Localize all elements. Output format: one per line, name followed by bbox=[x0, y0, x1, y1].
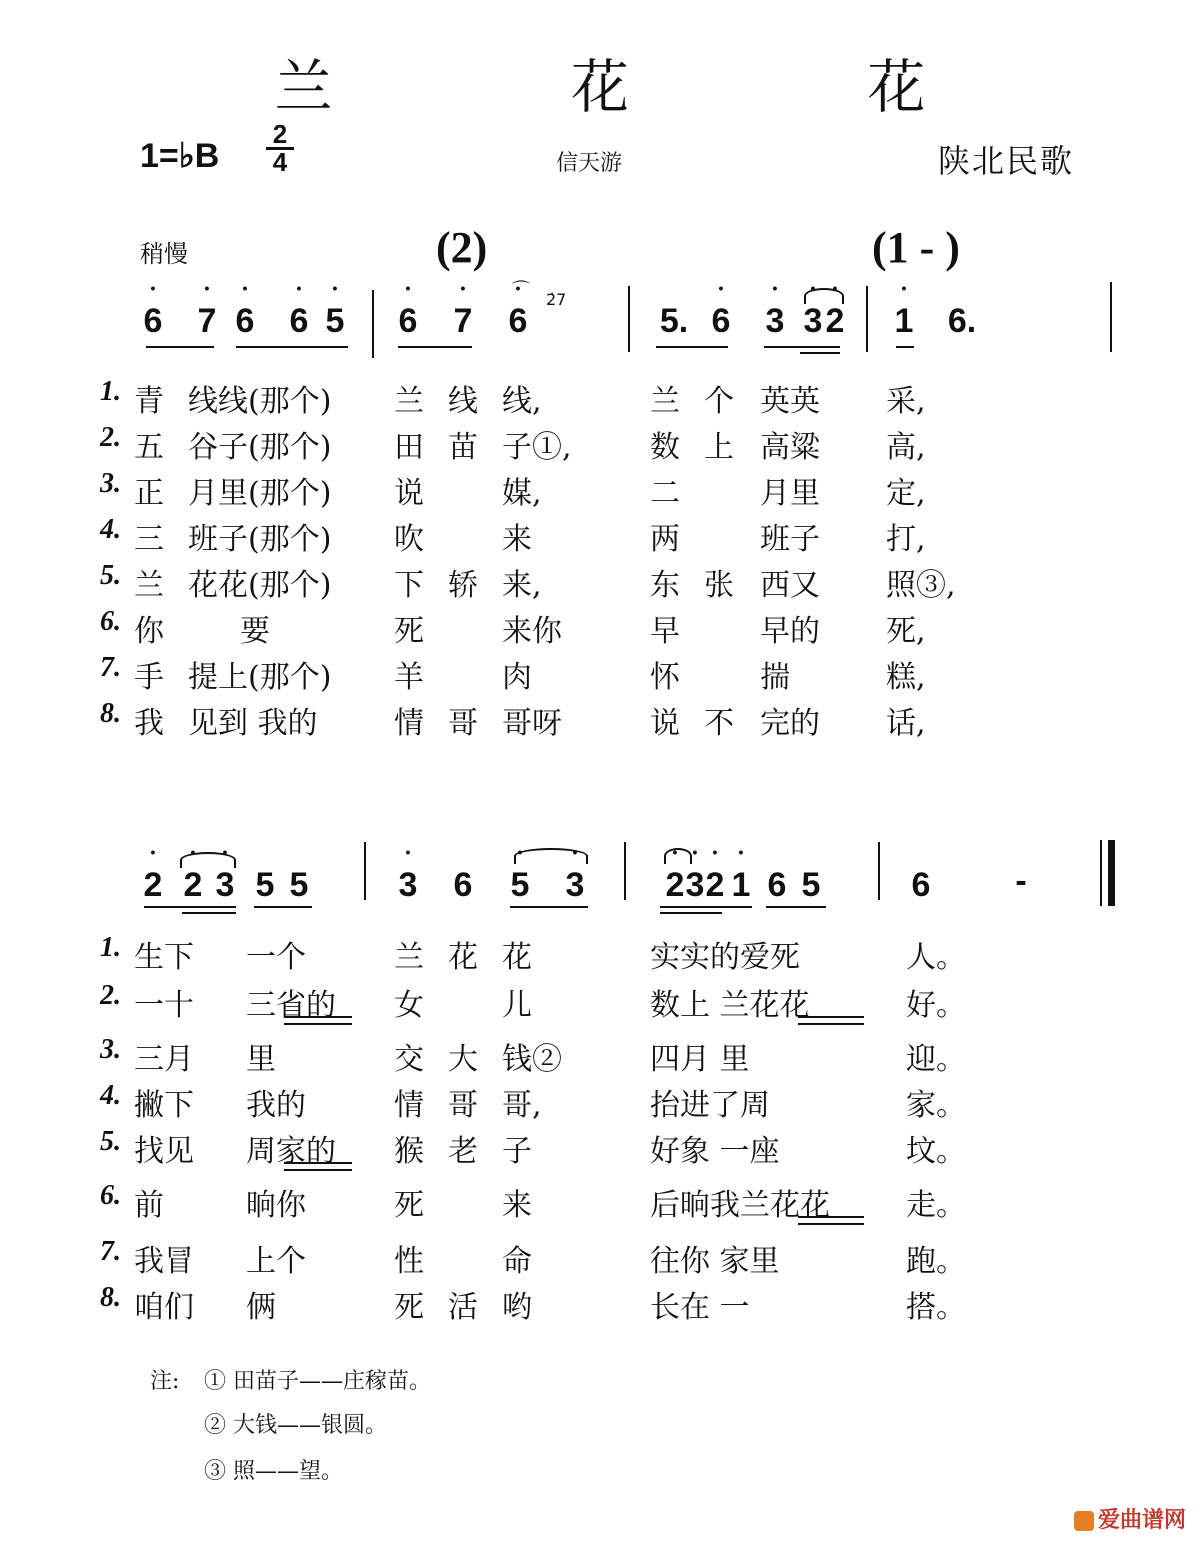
lyric: 周家的 bbox=[246, 1134, 336, 1169]
lyric: 往你 家里 bbox=[650, 1244, 780, 1279]
note: • 6 bbox=[503, 302, 533, 341]
verse-number: 5. bbox=[100, 560, 121, 591]
lyric: 糕, bbox=[886, 660, 926, 695]
lyric: 你 bbox=[134, 614, 164, 649]
note: • 5 bbox=[505, 866, 535, 905]
lyric: 找见 bbox=[134, 1134, 194, 1169]
lyric: 好。 bbox=[906, 988, 966, 1023]
lyric: 线, bbox=[502, 384, 542, 419]
lyric: 生下 bbox=[134, 940, 194, 975]
lyric: 不 bbox=[704, 706, 734, 741]
note: • 1 bbox=[726, 866, 756, 905]
tempo-marking: 稍慢 bbox=[140, 240, 188, 268]
lyric: 交 bbox=[394, 1042, 424, 1077]
note: • 5 bbox=[320, 302, 350, 341]
lyric: 青 bbox=[134, 384, 164, 419]
lyric: 搭。 bbox=[906, 1290, 966, 1325]
lyric: 死, bbox=[886, 614, 926, 649]
note: • 3 bbox=[798, 302, 828, 341]
lyric: 说 bbox=[394, 476, 424, 511]
verse-number: 2. bbox=[100, 422, 121, 453]
beam bbox=[660, 912, 722, 914]
verse-number: 7. bbox=[100, 1236, 121, 1267]
note: • 3 bbox=[560, 866, 590, 905]
note: • 6 bbox=[138, 302, 168, 341]
lyric: 人。 bbox=[906, 940, 966, 975]
footnote: ② 大钱——银圆。 bbox=[204, 1413, 387, 1438]
lyric: 猴 bbox=[394, 1134, 424, 1169]
lyric: 早的 bbox=[760, 614, 820, 649]
lyric: 吹 bbox=[394, 522, 424, 557]
note: - bbox=[1015, 862, 1027, 900]
slur-underline bbox=[284, 1016, 352, 1025]
lyricist: 信天游 bbox=[556, 151, 623, 176]
note: • 6 bbox=[230, 302, 260, 341]
lyric: 轿 bbox=[448, 568, 478, 603]
verse-number: 4. bbox=[100, 514, 121, 545]
footnote: ① 田苗子——庄稼苗。 bbox=[204, 1369, 431, 1394]
barline bbox=[878, 842, 880, 900]
lyric: 定, bbox=[886, 476, 926, 511]
note: • 3 bbox=[760, 302, 790, 341]
lyric: 要 bbox=[240, 614, 270, 649]
lyric: 晌你 bbox=[246, 1188, 306, 1223]
lyric: 我 bbox=[134, 706, 164, 741]
lyric: 兰 bbox=[394, 940, 424, 975]
lyric: 实实的爱死 bbox=[650, 940, 800, 975]
song-title: 兰 花 花 bbox=[274, 53, 1036, 121]
footnote-label: 注: bbox=[150, 1369, 180, 1394]
lyric: 高粱 bbox=[760, 430, 820, 465]
lyric: 个 bbox=[704, 384, 734, 419]
lyric: 两 bbox=[650, 522, 680, 557]
note: • 7 bbox=[448, 302, 478, 341]
lyric: 死 bbox=[394, 1290, 424, 1325]
lyric: 抬进了周 bbox=[650, 1088, 770, 1123]
beam bbox=[800, 352, 840, 354]
lyric: 我冒 bbox=[134, 1244, 194, 1279]
lyric: 高, bbox=[886, 430, 926, 465]
verse-number: 8. bbox=[100, 698, 121, 729]
lyric: 长在 一 bbox=[650, 1290, 750, 1325]
verse-number: 1. bbox=[100, 932, 121, 963]
lyric: 来 bbox=[502, 1188, 532, 1223]
beam bbox=[656, 346, 728, 348]
lyric: 肉 bbox=[502, 660, 532, 695]
lyric: 哥 bbox=[448, 1088, 478, 1123]
verse-number: 2. bbox=[100, 980, 121, 1011]
lyric: 上个 bbox=[246, 1244, 306, 1279]
lyric: 说 bbox=[650, 706, 680, 741]
note: • 6 bbox=[284, 302, 314, 341]
verse-number: 5. bbox=[100, 1126, 121, 1157]
note: 6 bbox=[767, 866, 787, 904]
grace-note: 2̇7 bbox=[546, 290, 567, 309]
alt-note-b: (1 - ) bbox=[872, 223, 960, 272]
lyric: 好象 一座 bbox=[650, 1134, 780, 1169]
lyric: 月里(那个) bbox=[188, 476, 332, 511]
lyric: 五 bbox=[134, 430, 164, 465]
lyric: 三省的 bbox=[246, 988, 336, 1023]
lyric: 女 bbox=[394, 988, 424, 1023]
verse-number: 8. bbox=[100, 1282, 121, 1313]
lyric: 打, bbox=[886, 522, 926, 557]
song-origin: 陕北民歌 bbox=[938, 142, 1075, 180]
lyric: 三月 bbox=[134, 1042, 194, 1077]
lyric: 哟 bbox=[502, 1290, 532, 1325]
note: 5 bbox=[255, 866, 275, 904]
lyric: 苗 bbox=[448, 430, 478, 465]
lyric: 来, bbox=[502, 568, 542, 603]
lyric: 子①, bbox=[502, 430, 572, 465]
alt-note-a: (2) bbox=[436, 223, 488, 272]
lyric: 死 bbox=[394, 1188, 424, 1223]
lyric: 怀 bbox=[650, 660, 680, 695]
lyric: 走。 bbox=[906, 1188, 966, 1223]
lyric: 月里 bbox=[760, 476, 820, 511]
barline bbox=[1110, 282, 1112, 352]
lyric: 一十 bbox=[134, 988, 194, 1023]
lyric: 哥 bbox=[448, 706, 478, 741]
beam bbox=[766, 906, 826, 908]
beam bbox=[146, 346, 214, 348]
lyric: 张 bbox=[704, 568, 734, 603]
lyric: 线 bbox=[448, 384, 478, 419]
beam bbox=[144, 906, 236, 908]
lyric: 情 bbox=[394, 1088, 424, 1123]
lyric: 死 bbox=[394, 614, 424, 649]
barline bbox=[624, 842, 626, 900]
lyric: 花 bbox=[448, 940, 478, 975]
beam bbox=[182, 912, 236, 914]
slur-underline bbox=[798, 1016, 864, 1025]
slur-underline bbox=[284, 1162, 352, 1171]
lyric: 哥呀 bbox=[502, 706, 562, 741]
barline bbox=[866, 286, 868, 352]
lyric: 完的 bbox=[760, 706, 820, 741]
lyric: 早 bbox=[650, 614, 680, 649]
lyric: 下 bbox=[394, 568, 424, 603]
lyric: 线线(那个) bbox=[188, 384, 332, 419]
meter-bottom: 4 bbox=[272, 147, 288, 177]
slur-underline bbox=[798, 1216, 864, 1225]
lyric: 谷子(那个) bbox=[188, 430, 332, 465]
fermata-icon: ⌒ bbox=[512, 280, 530, 301]
lyric: 四月 里 bbox=[650, 1042, 750, 1077]
lyric: 后晌我兰花花 bbox=[650, 1188, 830, 1223]
lyric: 里 bbox=[246, 1042, 276, 1077]
lyric: 西又 bbox=[760, 568, 820, 603]
lyric: 性 bbox=[394, 1244, 424, 1279]
lyric: 兰 bbox=[650, 384, 680, 419]
note: • 6 bbox=[393, 302, 423, 341]
lyric: 上 bbox=[704, 430, 734, 465]
lyric: 坟。 bbox=[906, 1134, 966, 1169]
lyric: 花 bbox=[502, 940, 532, 975]
lyric: 田 bbox=[394, 430, 424, 465]
lyric: 哥, bbox=[502, 1088, 542, 1123]
watermark-text: 爱曲谱网 bbox=[1097, 1508, 1186, 1533]
beam bbox=[660, 906, 752, 908]
lyric: 英英 bbox=[760, 384, 820, 419]
note: 6. bbox=[947, 302, 977, 340]
verse-number: 7. bbox=[100, 652, 121, 683]
note: • 2 bbox=[660, 866, 690, 905]
lyric: 花花(那个) bbox=[188, 568, 332, 603]
lyric: 撇下 bbox=[134, 1088, 194, 1123]
lyric: 跑。 bbox=[906, 1244, 966, 1279]
lyric: 钱② bbox=[502, 1042, 562, 1077]
note: • 2 bbox=[178, 866, 208, 905]
key-signature: 1=♭B bbox=[140, 137, 220, 175]
note: • 6 bbox=[706, 302, 736, 341]
music-note-icon bbox=[1074, 1511, 1094, 1531]
note: • 2 bbox=[820, 302, 850, 341]
lyric: 一个 bbox=[246, 940, 306, 975]
lyric: 家。 bbox=[906, 1088, 966, 1123]
lyric: 二 bbox=[650, 476, 680, 511]
barline bbox=[628, 286, 630, 352]
lyric: 子 bbox=[502, 1134, 532, 1169]
lyric: 班子(那个) bbox=[188, 522, 332, 557]
lyric: 羊 bbox=[394, 660, 424, 695]
lyric: 命 bbox=[502, 1244, 532, 1279]
lyric: 来 bbox=[502, 522, 532, 557]
lyric: 儿 bbox=[502, 988, 532, 1023]
beam bbox=[236, 346, 348, 348]
note: 5 bbox=[289, 866, 309, 904]
note: 5 bbox=[801, 866, 821, 904]
lyric: 数上 兰花花 bbox=[650, 988, 810, 1023]
note: • 2 bbox=[138, 866, 168, 905]
lyric: 兰 bbox=[394, 384, 424, 419]
lyric: 见到 我的 bbox=[188, 706, 318, 741]
lyric: 照③, bbox=[886, 568, 956, 603]
lyric: 情 bbox=[394, 706, 424, 741]
beam bbox=[764, 346, 840, 348]
verse-number: 1. bbox=[100, 376, 121, 407]
beam bbox=[254, 906, 312, 908]
verse-number: 3. bbox=[100, 468, 121, 499]
lyric: 三 bbox=[134, 522, 164, 557]
note: 5. bbox=[659, 302, 689, 340]
lyric: 迎。 bbox=[906, 1042, 966, 1077]
lyric: 班子 bbox=[760, 522, 820, 557]
lyric: 兰 bbox=[134, 568, 164, 603]
slur bbox=[804, 288, 844, 304]
lyric: 来你 bbox=[502, 614, 562, 649]
lyric: 手 bbox=[134, 660, 164, 695]
lyric: 正 bbox=[134, 476, 164, 511]
lyric: 数 bbox=[650, 430, 680, 465]
lyric: 俩 bbox=[246, 1290, 276, 1325]
lyric: 采, bbox=[886, 384, 926, 419]
final-barline-thin bbox=[1100, 840, 1102, 906]
note: • 1 bbox=[889, 302, 919, 341]
lyric: 老 bbox=[448, 1134, 478, 1169]
note: • 3 bbox=[210, 866, 240, 905]
lyric: 咱们 bbox=[134, 1290, 194, 1325]
beam bbox=[398, 346, 472, 348]
time-signature bbox=[266, 119, 294, 177]
note: • 2 bbox=[700, 866, 730, 905]
verse-number: 6. bbox=[100, 606, 121, 637]
note: • 3 bbox=[680, 866, 710, 905]
lyric: 媒, bbox=[502, 476, 542, 511]
verse-number: 3. bbox=[100, 1034, 121, 1065]
beam bbox=[896, 346, 914, 348]
note: 6 bbox=[911, 866, 931, 904]
final-barline-thick bbox=[1108, 840, 1115, 906]
barline bbox=[364, 842, 366, 900]
lyric: 揣 bbox=[760, 660, 790, 695]
note: • 3 bbox=[393, 866, 423, 905]
note: 6 bbox=[453, 866, 473, 904]
verse-number: 6. bbox=[100, 1180, 121, 1211]
lyric: 活 bbox=[448, 1290, 478, 1325]
lyric: 提上(那个) bbox=[188, 660, 332, 695]
lyric: 话, bbox=[886, 706, 926, 741]
lyric: 前 bbox=[134, 1188, 164, 1223]
beam bbox=[510, 906, 588, 908]
meter-top: 2 bbox=[266, 122, 294, 150]
lyric: 东 bbox=[650, 568, 680, 603]
lyric: 我的 bbox=[246, 1088, 306, 1123]
site-watermark bbox=[1074, 1503, 1186, 1534]
note: • 7 bbox=[192, 302, 222, 341]
barline bbox=[372, 290, 374, 358]
lyric: 大 bbox=[448, 1042, 478, 1077]
footnote: ③ 照——望。 bbox=[204, 1459, 343, 1484]
verse-number: 4. bbox=[100, 1080, 121, 1111]
